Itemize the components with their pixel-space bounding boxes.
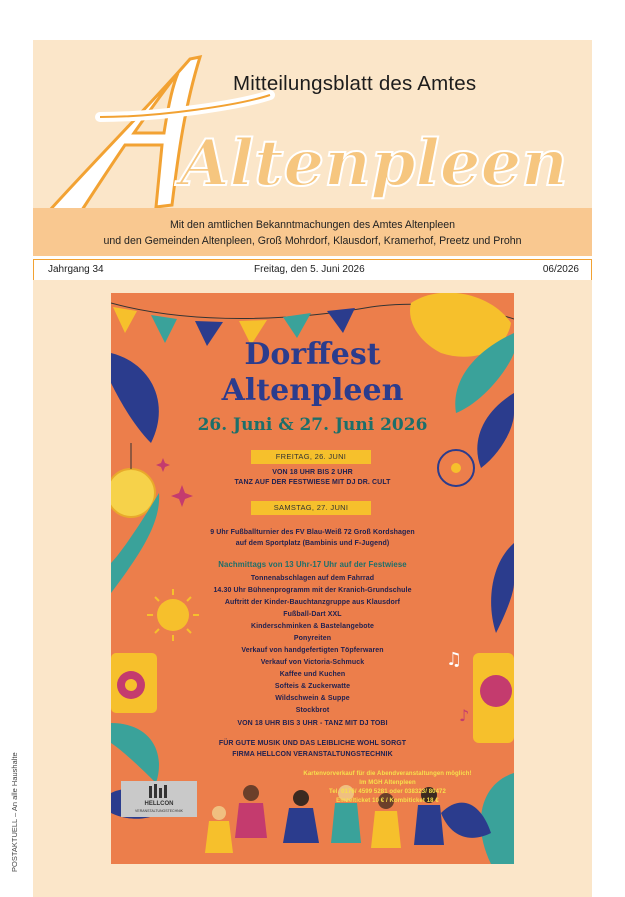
issue-date: Freitag, den 5. Juni 2026 <box>254 264 365 275</box>
bunting-flag <box>283 313 311 338</box>
hellcon-mark-icon <box>121 781 197 801</box>
dancing-people-illustration <box>205 785 444 853</box>
afternoon-item: Tonnenabschlagen auf dem Fahrrad <box>250 575 375 582</box>
music-line-1: FÜR GUTE MUSIK UND DAS LEIBLICHE WOHL SORGT <box>218 740 407 747</box>
sparkle-icon <box>171 485 193 507</box>
svg-text:Altenpleen: Altenpleen <box>180 126 568 201</box>
afternoon-item: Auftritt der Kinder-Bauchtanzgruppe aus Klausdorf <box>224 599 401 606</box>
poster-title-line1: Dorffest <box>244 337 381 372</box>
afternoon-item: Verkauf von Victoria-Schmuck <box>260 659 365 666</box>
hellcon-logo <box>121 781 197 817</box>
afternoon-item: Ponyreiten <box>293 635 332 642</box>
issue-number: 06/2026 <box>542 264 579 275</box>
bunting-flag <box>327 308 355 333</box>
ticket-line-2: Im MGH Altenpleen <box>359 780 416 786</box>
evening-line: VON 18 UHR BIS 3 UHR - TANZ MIT DJ TOBI <box>237 720 388 727</box>
hellcon-sub: VERANSTALTUNGSTECHNIK <box>135 809 183 813</box>
altenpleen-logo <box>40 45 580 215</box>
issue-volume: Jahrgang 34 <box>48 264 104 275</box>
ticket-line-3: Tel. 0176/ 4599 5281 oder 038323/ 80472 <box>329 789 446 795</box>
saturday-line-2: auf dem Sportplatz (Bambinis und F-Jugend) <box>235 540 390 547</box>
afternoon-item: Fußball-Dart XXL <box>283 611 342 618</box>
saturday-line-1: 9 Uhr Fußballturnier des FV Blau-Weiß 72 Groß Kordshagen <box>210 529 415 536</box>
hellcon-name: HELLCON <box>144 801 174 807</box>
intro-line-1: Mit den amtlichen Bekanntmachungen des Amtes Altenpleen <box>169 219 456 231</box>
dorffest-poster <box>111 293 514 864</box>
afternoon-item: 14.30 Uhr Bühnenprogramm mit der Kranich-Grundschule <box>213 587 412 594</box>
friday-line-1: VON 18 UHR BIS 2 UHR <box>272 469 353 476</box>
afternoon-heading: Nachmittags von 13 Uhr-17 Uhr auf der Festwiese <box>218 560 407 569</box>
afternoon-item: Verkauf von handgefertigten Töpferwaren <box>241 647 384 654</box>
friday-line-2: TANZ AUF DER FESTWIESE MIT DJ DR. CULT <box>234 479 391 486</box>
music-line-2: FIRMA HELLCON VERANSTALTUNGSTECHNIK <box>232 751 393 758</box>
friday-label: FREITAG, 26. JUNI <box>251 450 371 464</box>
leaf-icon <box>481 773 514 864</box>
ticket-line-1: Kartenvorverkauf für die Abendveranstaltungen möglich! <box>303 771 472 777</box>
music-note-icon: ♪ <box>459 706 470 725</box>
disco-ball-icon <box>111 469 155 517</box>
afternoon-item: Kaffee und Kuchen <box>279 671 346 678</box>
afternoon-item: Stockbrot <box>295 707 330 714</box>
afternoon-item: Kinderschminken & Bastelangebote <box>250 623 374 630</box>
intro-line-2: und den Gemeinden Altenpleen, Groß Mohrdorf, Klausdorf, Kramerhof, Preetz und Prohn <box>103 235 522 247</box>
afternoon-item: Wildschwein & Suppe <box>275 695 350 702</box>
poster-title-line2: Altenpleen <box>221 373 404 408</box>
music-note-icon: ♫ <box>446 649 463 670</box>
intro-band <box>33 208 592 256</box>
saturday-label: SAMSTAG, 27. JUNI <box>251 501 371 515</box>
bunting-flag <box>113 307 137 333</box>
afternoon-item: Softeis & Zuckerwatte <box>274 683 351 690</box>
poster-dates: 26. Juni & 27. Juni 2026 <box>197 415 428 435</box>
ticket-line-4: Einzelticket 10 € / Kombiticket 18 € <box>336 798 439 804</box>
issue-bar <box>33 259 592 281</box>
distribution-label: POSTAKTUELL – An alle Haushalte <box>10 752 19 872</box>
masthead-title: Mitteilungsblatt des Amtes <box>233 72 477 95</box>
